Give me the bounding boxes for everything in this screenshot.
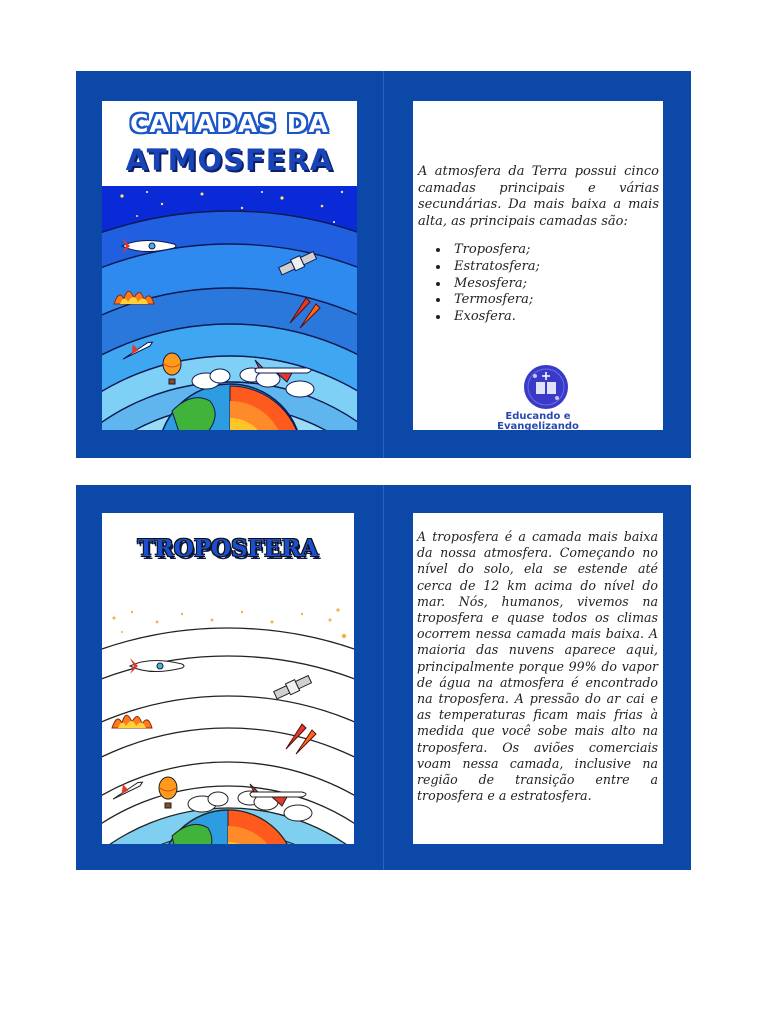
flashcard-atmosfera	[76, 71, 691, 458]
info-panel-troposfera	[413, 513, 663, 844]
logo-name-line1: Educando e	[505, 411, 571, 422]
list-item: • Troposfera;	[450, 242, 659, 259]
intro-paragraph: A atmosfera da Terra possui cinco camadas principais e várias secundárias. Da mais baixa a mais alta, as principais camadas são:	[418, 164, 659, 229]
troposphere-layers-illustration	[102, 608, 354, 844]
list-item: • Termosfera;	[450, 292, 659, 309]
list-item: • Estratosfera;	[450, 259, 659, 276]
cover-title-line1: CAMADAS DA	[130, 109, 329, 138]
logo-name-line2: Evangelizando	[497, 421, 579, 430]
troposphere-paragraph: A troposfera é a camada mais baixa da nossa atmosfera. Começando no nível do solo, ela se estende até cerca de 12 km acima do nível do mar. Nós, humanos, vivemos na troposfera e quase todos os climas ocorrem nessa camada mais baixa. A maioria das nuvens aparece aqui, principalmente porque 99% do vapor de água na atmosfera é encontrado na troposfera. A pressão do ar cai e as temperaturas ficam mais frias à medida que você sobe mais alto na troposfera. Os aviões comerciais voam nessa camada, inclusive na região de transição entre a troposfera e a estratosfera.	[417, 529, 658, 804]
list-item: • Mesosfera;	[450, 276, 659, 293]
cover-title: TROPOSFERA	[137, 535, 319, 562]
atmosphere-layers-illustration	[102, 186, 357, 430]
list-item: • Exosfera.	[450, 309, 659, 326]
cover-panel-troposfera	[102, 513, 354, 844]
flashcard-troposfera	[76, 485, 691, 870]
cover-panel-atmosfera	[102, 101, 357, 430]
cover-title-line2: ATMOSFERA	[125, 143, 334, 177]
educando-logo-icon	[523, 364, 569, 410]
main-layers-list	[418, 242, 659, 325]
card-fold-line	[383, 485, 384, 870]
info-panel-atmosfera	[413, 101, 663, 430]
card-fold-line	[383, 71, 384, 458]
